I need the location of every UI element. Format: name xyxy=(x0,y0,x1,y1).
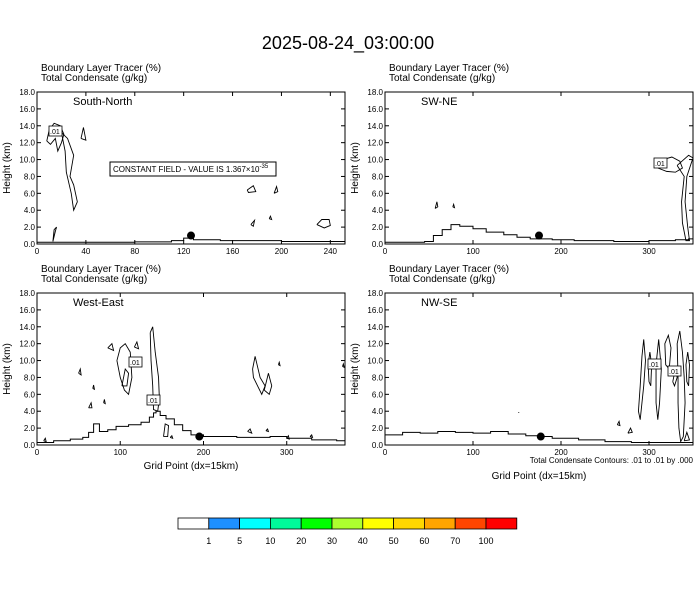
colorbar-label: 60 xyxy=(419,536,430,546)
condensate-contour xyxy=(122,369,129,386)
colorbar-label: 30 xyxy=(326,536,338,546)
contour-label: .01 xyxy=(50,129,60,136)
y-tick-label: 6.0 xyxy=(23,189,35,199)
y-tick-label: 6.0 xyxy=(371,390,383,400)
y-tick-label: 18.0 xyxy=(367,289,383,298)
plot-frame xyxy=(385,293,693,445)
condensate-contour xyxy=(310,435,312,438)
y-tick-label: 18.0 xyxy=(19,88,35,97)
plot-area xyxy=(385,331,693,442)
x-tick-label: 300 xyxy=(642,448,656,457)
colorbar-label: 10 xyxy=(265,536,276,546)
panel-heading-tracer: Boundary Layer Tracer (%) xyxy=(41,264,162,275)
panel-heading-condensate: Total Condensate (g/kg) xyxy=(41,274,148,285)
x-tick-label: 300 xyxy=(642,247,656,256)
condensate-contour xyxy=(453,204,455,207)
condensate-contour xyxy=(44,438,46,441)
panel-heading-condensate: Total Condensate (g/kg) xyxy=(389,274,496,285)
condensate-contour xyxy=(677,331,685,442)
y-tick-label: 14.0 xyxy=(19,322,35,332)
location-marker xyxy=(187,232,195,240)
y-tick-label: 14.0 xyxy=(367,322,383,332)
y-tick-label: 6.0 xyxy=(371,189,383,199)
y-tick-label: 0.0 xyxy=(23,240,35,249)
y-tick-label: 2.0 xyxy=(23,223,35,233)
y-axis-label: Height (km) xyxy=(2,142,13,194)
condensate-contour xyxy=(134,342,138,349)
y-tick-label: 4.0 xyxy=(23,206,35,216)
contour-label: .01 xyxy=(130,360,140,367)
condensate-contour xyxy=(269,216,271,219)
colorbar-swatch xyxy=(455,518,486,529)
colorbar-swatch xyxy=(178,518,209,529)
condensate-contour xyxy=(170,436,172,439)
plot-frame xyxy=(385,92,693,244)
y-tick-label: 16.0 xyxy=(19,104,35,114)
panel-heading-condensate: Total Condensate (g/kg) xyxy=(41,73,148,84)
constant-field-note: CONSTANT FIELD - VALUE IS $1.367\times 10^{-35}$ xyxy=(113,164,269,174)
colorbar-label: 70 xyxy=(450,536,461,546)
condensate-contour xyxy=(677,155,693,240)
condensate-contour xyxy=(253,356,265,394)
contour-label: .01 xyxy=(148,398,158,405)
x-tick-label: 300 xyxy=(280,448,294,457)
panel-nw-se xyxy=(350,264,694,482)
section-label: South-North xyxy=(73,96,133,108)
figure-title: 2025-08-24_03:00:00 xyxy=(261,33,435,53)
x-tick-label: 0 xyxy=(34,448,40,457)
condensate-contour xyxy=(317,220,330,228)
y-tick-label: 6.0 xyxy=(23,390,35,400)
x-tick-label: 100 xyxy=(466,247,480,256)
section-label: SW-NE xyxy=(421,96,458,108)
x-tick-label: 120 xyxy=(176,247,191,256)
y-tick-label: 10.0 xyxy=(367,356,383,366)
y-axis-label: Height (km) xyxy=(2,343,13,395)
colorbar-label: 5 xyxy=(237,536,243,546)
x-tick-label: 200 xyxy=(196,448,211,457)
x-tick-label: 200 xyxy=(274,247,289,256)
condensate-contour xyxy=(274,187,278,194)
contour-label: .01 xyxy=(669,369,679,376)
colorbar-swatch xyxy=(209,518,240,529)
y-tick-label: 12.0 xyxy=(367,138,383,148)
contour-footnote: Total Condensate Contours: .01 to .01 by .000 xyxy=(529,456,693,465)
colorbar-label: 50 xyxy=(388,536,399,546)
colorbar-swatch xyxy=(301,518,332,529)
condensate-contour xyxy=(248,429,252,433)
y-tick-label: 8.0 xyxy=(23,373,35,383)
condensate-contour xyxy=(164,424,169,437)
y-tick-label: 16.0 xyxy=(367,305,383,315)
y-tick-label: 12.0 xyxy=(19,339,35,349)
colorbar-swatch xyxy=(486,518,517,529)
x-tick-label: 200 xyxy=(554,448,568,457)
x-tick-label: 160 xyxy=(225,247,240,256)
panel-heading-tracer: Boundary Layer Tracer (%) xyxy=(389,63,510,74)
condensate-contour xyxy=(108,344,114,351)
condensate-contour xyxy=(104,399,106,403)
x-tick-label: 240 xyxy=(323,247,338,256)
colorbar-swatch xyxy=(363,518,394,529)
condensate-contour xyxy=(251,220,255,226)
condensate-contour xyxy=(684,432,689,440)
x-tick-label: 0 xyxy=(382,247,388,256)
x-tick-label: 200 xyxy=(554,247,568,256)
panel-west-east xyxy=(2,264,345,472)
terrain-profile xyxy=(37,411,345,442)
condensate-contour xyxy=(656,339,661,419)
y-tick-label: 4.0 xyxy=(23,407,35,417)
colorbar-label: 20 xyxy=(296,536,307,546)
condensate-contour xyxy=(278,362,280,365)
condensate-contour xyxy=(686,352,690,386)
contour-label: .01 xyxy=(649,362,659,369)
x-tick-label: 0 xyxy=(34,247,40,256)
y-tick-label: 8.0 xyxy=(371,373,383,383)
y-tick-label: 0.0 xyxy=(23,441,35,450)
condensate-contour xyxy=(79,369,81,375)
y-tick-label: 2.0 xyxy=(371,424,383,434)
condensate-contour xyxy=(343,364,345,367)
y-tick-label: 2.0 xyxy=(371,223,383,233)
y-tick-label: 14.0 xyxy=(19,121,35,131)
condensate-contour xyxy=(638,339,645,419)
plot-area xyxy=(37,327,345,443)
colorbar-label: 1 xyxy=(206,536,212,546)
y-tick-label: 8.0 xyxy=(371,172,383,182)
x-axis-label: Grid Point (dx=15km) xyxy=(491,471,587,482)
x-tick-label: 0 xyxy=(382,448,388,457)
colorbar-label: 100 xyxy=(478,536,494,546)
x-tick-label: 40 xyxy=(81,247,91,256)
condensate-contour xyxy=(93,385,95,389)
y-tick-label: 16.0 xyxy=(19,305,35,315)
colorbar-swatch xyxy=(394,518,425,529)
section-label: West-East xyxy=(73,297,124,309)
colorbar-swatch xyxy=(240,518,271,529)
condensate-contour xyxy=(89,403,92,408)
x-tick-label: 80 xyxy=(130,247,140,256)
condensate-contour xyxy=(266,429,268,432)
condensate-contour xyxy=(665,335,671,369)
contour-label: .01 xyxy=(655,161,665,168)
condensate-contour xyxy=(53,227,57,241)
condensate-contour xyxy=(264,373,271,394)
condensate-contour xyxy=(247,186,256,193)
y-tick-label: 0.0 xyxy=(371,441,383,450)
plot-frame xyxy=(37,293,345,445)
colorbar xyxy=(178,518,517,546)
panel-heading-tracer: Boundary Layer Tracer (%) xyxy=(389,264,510,275)
condensate-contour xyxy=(628,428,632,433)
location-marker xyxy=(535,232,543,240)
panel-heading-condensate: Total Condensate (g/kg) xyxy=(389,73,496,84)
y-tick-label: 12.0 xyxy=(367,339,383,349)
y-tick-label: 10.0 xyxy=(19,356,35,366)
colorbar-swatch xyxy=(270,518,301,529)
colorbar-swatch xyxy=(332,518,363,529)
panel-south-north xyxy=(2,63,345,256)
x-axis-label: Grid Point (dx=15km) xyxy=(143,461,239,472)
y-tick-label: 8.0 xyxy=(23,172,35,182)
y-tick-label: 12.0 xyxy=(19,138,35,148)
colorbar-label: 40 xyxy=(357,536,368,546)
location-marker xyxy=(537,433,545,441)
y-tick-label: 2.0 xyxy=(23,424,35,434)
colorbar-swatch xyxy=(424,518,455,529)
y-tick-label: 18.0 xyxy=(367,88,383,97)
panel-sw-ne xyxy=(350,63,693,256)
y-tick-label: 14.0 xyxy=(367,121,383,131)
condensate-contour xyxy=(435,202,438,209)
y-axis-label: Height (km) xyxy=(350,142,361,194)
condensate-contour xyxy=(81,127,86,140)
section-label: NW-SE xyxy=(421,297,458,309)
panel-heading-tracer: Boundary Layer Tracer (%) xyxy=(41,63,162,74)
location-marker xyxy=(195,433,203,441)
y-axis-label: Height (km) xyxy=(350,343,361,395)
y-tick-label: 16.0 xyxy=(367,104,383,114)
plot-area xyxy=(385,155,693,242)
condensate-contour xyxy=(117,344,132,395)
y-tick-label: 0.0 xyxy=(371,240,383,249)
y-tick-label: 10.0 xyxy=(19,155,35,165)
condensate-contour xyxy=(61,133,77,211)
x-tick-label: 100 xyxy=(466,448,480,457)
y-tick-label: 10.0 xyxy=(367,155,383,165)
y-tick-label: 4.0 xyxy=(371,407,383,417)
y-tick-label: 18.0 xyxy=(19,289,35,298)
plot-area xyxy=(37,123,345,242)
x-tick-label: 100 xyxy=(113,448,127,457)
condensate-contour xyxy=(617,421,620,425)
y-tick-label: 4.0 xyxy=(371,206,383,216)
